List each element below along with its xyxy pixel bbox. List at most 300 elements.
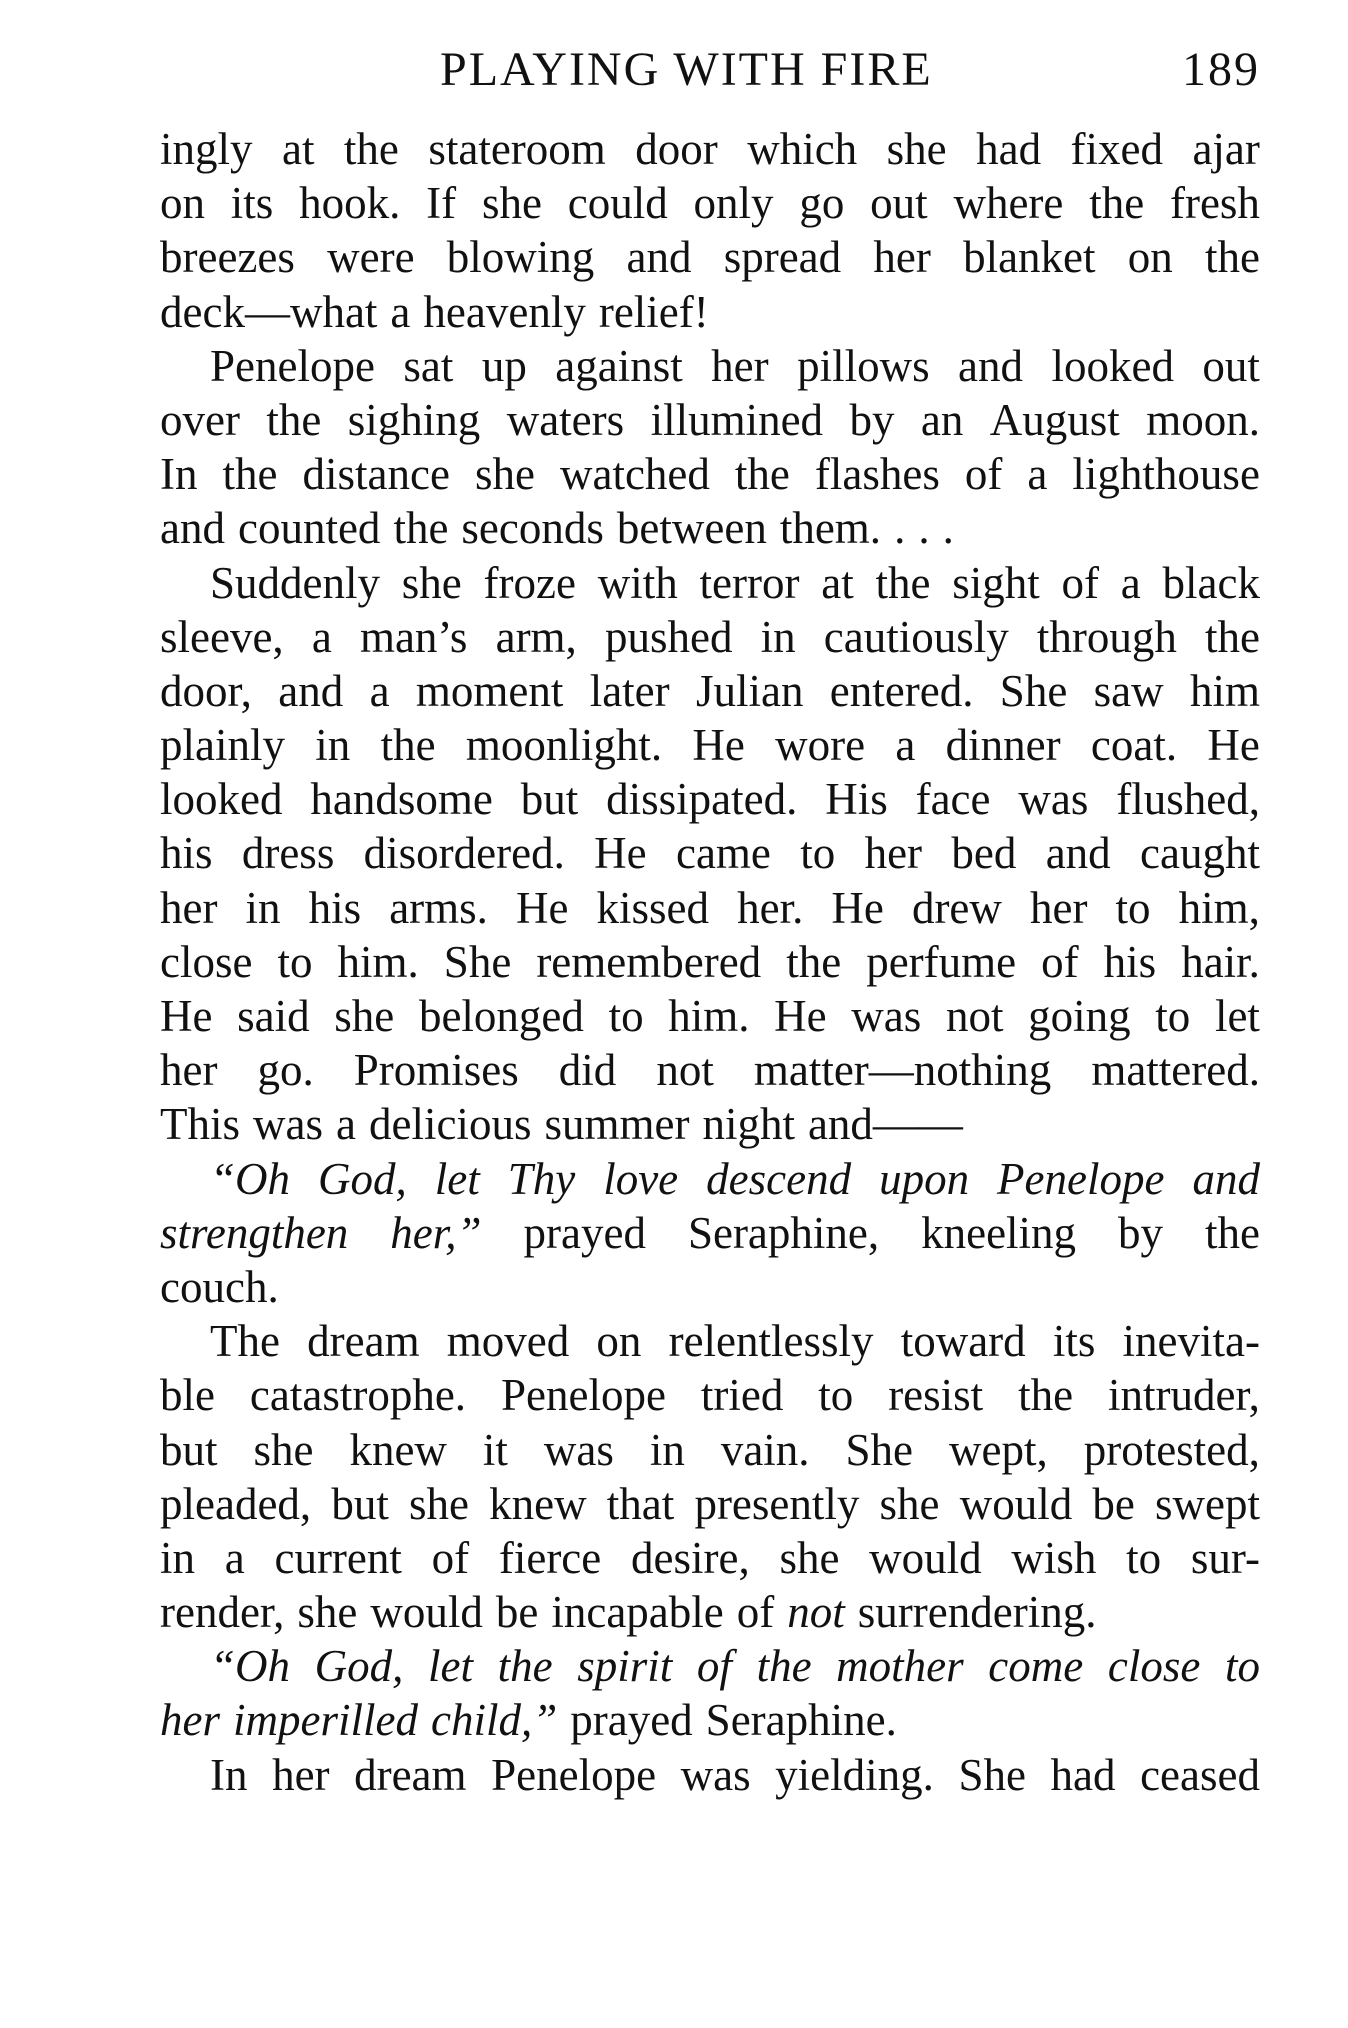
word: looked <box>1051 340 1174 391</box>
word: lighthouse <box>1072 449 1260 500</box>
word: moved <box>446 1316 570 1367</box>
word: . <box>894 503 906 554</box>
text-line <box>160 826 1260 880</box>
word: on <box>160 178 205 229</box>
word: her <box>711 340 769 391</box>
word: in <box>160 1532 196 1583</box>
word: presently <box>694 1478 860 1529</box>
word: hook. <box>299 178 401 229</box>
text-line <box>160 230 1260 284</box>
word: mother <box>836 1641 964 1692</box>
word: in <box>245 882 281 933</box>
word: man’s <box>359 611 468 662</box>
word: ceased <box>1140 1749 1260 1800</box>
text-line <box>160 1260 1260 1314</box>
word: “Oh <box>210 1641 291 1692</box>
word: a <box>390 286 411 337</box>
word: stateroom <box>428 124 606 174</box>
word: terror <box>699 557 800 608</box>
word: vain. <box>720 1424 810 1475</box>
word: a <box>336 1099 356 1150</box>
word: blanket <box>963 232 1096 283</box>
text-line <box>160 122 1260 176</box>
word: illumined <box>650 394 824 445</box>
text-line <box>160 176 1260 230</box>
word: door <box>635 124 718 174</box>
word: said <box>237 991 310 1041</box>
word: protested, <box>1083 1424 1260 1475</box>
word: to <box>818 1370 854 1421</box>
word: . <box>918 503 930 554</box>
word: Seraphine. <box>705 1695 897 1746</box>
text-line <box>160 610 1260 664</box>
word: dream <box>307 1316 420 1367</box>
word: come <box>988 1641 1084 1692</box>
word: caught <box>1140 828 1260 879</box>
word: fresh <box>1169 178 1260 229</box>
word: and <box>278 665 344 716</box>
word: deck—what <box>160 286 378 337</box>
word: and <box>1045 828 1111 879</box>
text-line <box>160 1531 1260 1585</box>
word: of <box>696 1641 732 1692</box>
word: imperilled <box>233 1695 418 1746</box>
word: to <box>608 991 644 1041</box>
word: on <box>1127 232 1173 283</box>
word: was <box>1018 774 1089 825</box>
word: against <box>555 340 683 391</box>
word: disordered. <box>363 828 565 879</box>
word: its <box>1052 1316 1096 1367</box>
word: she <box>409 1478 469 1529</box>
word: let <box>428 1641 474 1692</box>
word: remembered <box>536 936 762 987</box>
word: child,” <box>430 1695 558 1746</box>
word: she <box>334 991 395 1041</box>
word: not <box>656 1045 714 1096</box>
word: wish <box>1011 1532 1097 1583</box>
word: she <box>297 1587 358 1638</box>
word: her <box>873 232 931 283</box>
word: He <box>831 882 884 933</box>
word: ble <box>160 1370 215 1421</box>
text-line <box>160 664 1260 718</box>
word: prayed <box>523 1207 646 1258</box>
word: to <box>1115 882 1151 933</box>
word: delicious <box>368 1099 532 1150</box>
word: up <box>481 340 527 391</box>
word: a <box>1027 449 1048 500</box>
word: the <box>1089 178 1145 229</box>
text-line <box>160 1477 1260 1531</box>
word: would <box>869 1532 982 1583</box>
word: going <box>1028 991 1131 1041</box>
word: on <box>596 1316 642 1367</box>
word: at <box>821 557 854 608</box>
body-text <box>160 122 1260 1802</box>
word: current <box>274 1532 402 1583</box>
text-line <box>160 339 1260 393</box>
word: . <box>942 503 954 554</box>
word: arm, <box>495 611 577 662</box>
word: sat <box>403 340 454 391</box>
word: let <box>1214 991 1260 1041</box>
word: handsome <box>310 774 493 825</box>
word: out <box>1202 340 1260 391</box>
word: him <box>1189 665 1260 716</box>
word: ajar <box>1192 124 1260 174</box>
word: The <box>210 1316 280 1367</box>
text-line <box>160 1206 1260 1260</box>
word: her <box>1029 882 1088 933</box>
word: relief! <box>598 286 709 337</box>
text-line <box>160 1693 1260 1747</box>
word: and <box>1192 1153 1260 1204</box>
word: between <box>616 503 767 554</box>
word: He <box>692 720 745 771</box>
word: Promises <box>353 1045 519 1096</box>
text-line <box>160 393 1260 447</box>
word: she <box>401 557 462 608</box>
text-line <box>160 1585 1260 1639</box>
word: arms. <box>389 882 488 933</box>
word: love <box>603 1153 679 1204</box>
word: God, <box>314 1641 404 1692</box>
text-line <box>160 935 1260 989</box>
word: would <box>370 1587 483 1638</box>
word: at <box>281 124 315 174</box>
word: seconds <box>461 503 604 554</box>
word: a <box>895 720 916 771</box>
word: wore <box>775 720 866 771</box>
word: sight <box>952 557 1040 608</box>
word: the <box>1204 1207 1260 1258</box>
word: later <box>589 665 670 716</box>
word: God, <box>318 1153 407 1204</box>
word: was <box>851 991 922 1041</box>
word: the <box>756 1641 812 1692</box>
word: yielding. <box>775 1749 934 1800</box>
word: He <box>515 882 569 933</box>
word: the <box>497 1641 553 1692</box>
text-line <box>160 881 1260 935</box>
word: resist <box>888 1370 984 1421</box>
word: go <box>799 178 845 229</box>
text-line <box>160 1748 1260 1802</box>
word: that <box>606 1478 675 1529</box>
word: plainly <box>160 720 285 771</box>
word: of <box>964 449 1003 500</box>
word: but <box>331 1478 389 1529</box>
word: go. <box>257 1045 314 1096</box>
word: she <box>879 1478 940 1529</box>
word: sighing <box>347 394 481 445</box>
word: blowing <box>446 232 595 283</box>
word: a <box>311 611 332 662</box>
word: knew <box>489 1478 587 1529</box>
word: Penelope <box>210 340 375 391</box>
text-line <box>160 1423 1260 1477</box>
word: of <box>431 1532 470 1583</box>
running-title: PLAYING WITH FIRE <box>440 43 933 96</box>
word: it <box>482 1424 508 1475</box>
word: to <box>1126 1532 1162 1583</box>
text-line <box>160 556 1260 610</box>
word: coat. <box>1090 720 1178 771</box>
word: In <box>160 449 198 500</box>
text-line <box>160 772 1260 826</box>
word: relentlessly <box>668 1316 874 1367</box>
word: by <box>849 394 895 445</box>
word: Penelope <box>997 1153 1165 1204</box>
word: distance <box>302 449 450 500</box>
word: surrendering. <box>857 1587 1097 1638</box>
word: and—— <box>807 1099 963 1150</box>
word: If <box>426 178 457 229</box>
word: black <box>1162 557 1260 608</box>
word: kissed <box>596 882 710 933</box>
word: but <box>520 774 579 825</box>
word: an <box>920 394 964 445</box>
word: perfume <box>866 936 1017 987</box>
word: moon. <box>1146 394 1260 445</box>
word: moment <box>415 665 564 716</box>
text-line <box>160 1043 1260 1097</box>
word: kneeling <box>921 1207 1077 1258</box>
word: was <box>253 1099 323 1150</box>
word: flushed, <box>1116 774 1260 825</box>
word: close <box>160 936 253 987</box>
word: be <box>495 1587 539 1638</box>
word: dinner <box>945 720 1061 771</box>
word: He <box>160 991 213 1041</box>
word: fixed <box>1070 124 1163 174</box>
word: her <box>864 828 923 879</box>
word: swept <box>1155 1478 1260 1529</box>
word: she <box>481 178 542 229</box>
word: by <box>1118 1207 1164 1258</box>
word: She <box>845 1424 914 1475</box>
word: she <box>886 124 947 174</box>
word: she <box>474 449 535 500</box>
word: fierce <box>498 1532 602 1583</box>
word: to <box>277 936 313 987</box>
text-line <box>160 1152 1260 1206</box>
word: would <box>959 1478 1073 1529</box>
word: Thy <box>507 1153 576 1204</box>
word: dissipated. <box>606 774 798 825</box>
word: was <box>543 1424 614 1475</box>
word: which <box>747 124 858 174</box>
word: let <box>434 1153 480 1204</box>
word: descend <box>706 1153 852 1204</box>
word: heavenly <box>423 286 586 337</box>
word: him, <box>1178 882 1260 933</box>
text-line <box>160 447 1260 501</box>
word: the <box>734 449 790 500</box>
word: night <box>702 1099 795 1150</box>
word: drew <box>911 882 1002 933</box>
word: She <box>999 665 1068 716</box>
word: This <box>160 1099 241 1150</box>
word: her,” <box>390 1207 482 1258</box>
page-number: 189 <box>1182 43 1260 96</box>
word: froze <box>483 557 576 608</box>
word: and <box>160 503 225 554</box>
word: did <box>558 1045 617 1096</box>
word: over <box>160 394 240 445</box>
text-line <box>160 1314 1260 1368</box>
word: pleaded, <box>160 1478 312 1529</box>
word: not <box>787 1587 845 1638</box>
word: intruder, <box>1108 1370 1260 1421</box>
word: saw <box>1093 665 1164 716</box>
word: belonged <box>418 991 584 1041</box>
word: mattered. <box>1091 1045 1260 1096</box>
word: were <box>327 232 415 283</box>
word: waters <box>506 394 625 445</box>
word: couch. <box>160 1261 279 1312</box>
word: door, <box>160 665 252 716</box>
word: render, <box>160 1587 285 1638</box>
word: summer <box>544 1099 690 1150</box>
word: had <box>1050 1749 1116 1800</box>
word: him. <box>337 936 419 987</box>
word: tried <box>700 1370 784 1421</box>
word: bed <box>951 828 1017 879</box>
word: but <box>160 1424 218 1475</box>
word: was <box>680 1749 751 1800</box>
word: to <box>1224 1641 1260 1692</box>
word: knew <box>349 1424 447 1475</box>
word: the <box>393 503 449 554</box>
word: and <box>958 340 1024 391</box>
word: she <box>253 1424 314 1475</box>
word: only <box>693 178 774 229</box>
word: sleeve, <box>160 611 284 662</box>
text-line <box>160 989 1260 1043</box>
word: desire, <box>631 1532 750 1583</box>
word: inevita- <box>1122 1316 1260 1367</box>
word: her. <box>737 882 804 933</box>
word: strengthen <box>160 1207 349 1258</box>
text-line <box>160 718 1260 772</box>
word: the <box>1205 611 1260 662</box>
word: catastrophe. <box>249 1370 467 1421</box>
word: where <box>953 178 1064 229</box>
word: prayed <box>570 1695 693 1746</box>
word: Penelope <box>491 1749 657 1800</box>
word: toward <box>900 1316 1026 1367</box>
word: pillows <box>797 340 930 391</box>
word: ingly <box>160 124 253 174</box>
text-line <box>160 1639 1260 1693</box>
word: in <box>760 611 796 662</box>
word: the <box>1018 1370 1074 1421</box>
word: the <box>875 557 931 608</box>
word: in <box>315 720 351 771</box>
word: spirit <box>577 1641 673 1692</box>
word: had <box>976 124 1042 174</box>
word: close <box>1107 1641 1201 1692</box>
word: She <box>958 1749 1026 1800</box>
running-head <box>160 42 1260 112</box>
word: in <box>649 1424 685 1475</box>
word: In <box>210 1749 248 1800</box>
word: entered. <box>829 665 974 716</box>
word: spread <box>723 232 842 283</box>
word: sur- <box>1190 1532 1260 1583</box>
word: upon <box>879 1153 970 1204</box>
word: a <box>224 1532 245 1583</box>
word: the <box>380 720 436 771</box>
word: with <box>597 557 678 608</box>
word: and <box>626 232 692 283</box>
word: her <box>160 1045 218 1096</box>
word: be <box>1092 1478 1135 1529</box>
word: incapable <box>551 1587 724 1638</box>
word: matter—nothing <box>753 1045 1052 1096</box>
word: cautiously <box>823 611 1009 662</box>
word: face <box>915 774 991 825</box>
word: moonlight. <box>465 720 663 771</box>
word: of <box>1041 936 1079 987</box>
word: hair. <box>1181 936 1260 987</box>
word: Penelope <box>500 1370 666 1421</box>
word: she <box>779 1532 840 1583</box>
word: August <box>989 394 1120 445</box>
text-line <box>160 285 1260 339</box>
word: dream <box>354 1749 467 1800</box>
word: him. <box>668 991 750 1041</box>
text-line <box>160 501 1260 555</box>
word: of <box>1061 557 1100 608</box>
word: his <box>160 828 213 879</box>
word: of <box>736 1587 775 1638</box>
word: watched <box>559 449 710 500</box>
word: wept, <box>949 1424 1048 1475</box>
word: “Oh <box>210 1153 291 1204</box>
word: His <box>825 774 888 825</box>
word: a <box>369 665 390 716</box>
word: the <box>343 124 399 174</box>
word: to <box>1155 991 1191 1041</box>
word: to <box>800 828 836 879</box>
word: them. <box>779 503 882 554</box>
word: his <box>1103 936 1157 987</box>
word: the <box>222 449 278 500</box>
word: through <box>1036 611 1177 662</box>
word: breezes <box>160 232 295 283</box>
word: Seraphine, <box>687 1207 880 1258</box>
word: Suddenly <box>210 557 381 608</box>
word: came <box>675 828 771 879</box>
word: pushed <box>604 611 733 662</box>
word: her <box>272 1749 330 1800</box>
word: its <box>230 178 274 229</box>
word: He <box>1207 720 1260 771</box>
word: He <box>594 828 647 879</box>
word: a <box>1120 557 1141 608</box>
word: not <box>945 991 1004 1041</box>
word: She <box>443 936 512 987</box>
word: dress <box>241 828 335 879</box>
word: looked <box>160 774 283 825</box>
text-line <box>160 1368 1260 1422</box>
word: the <box>1204 232 1260 283</box>
word: Julian <box>695 665 804 716</box>
word: He <box>774 991 827 1041</box>
